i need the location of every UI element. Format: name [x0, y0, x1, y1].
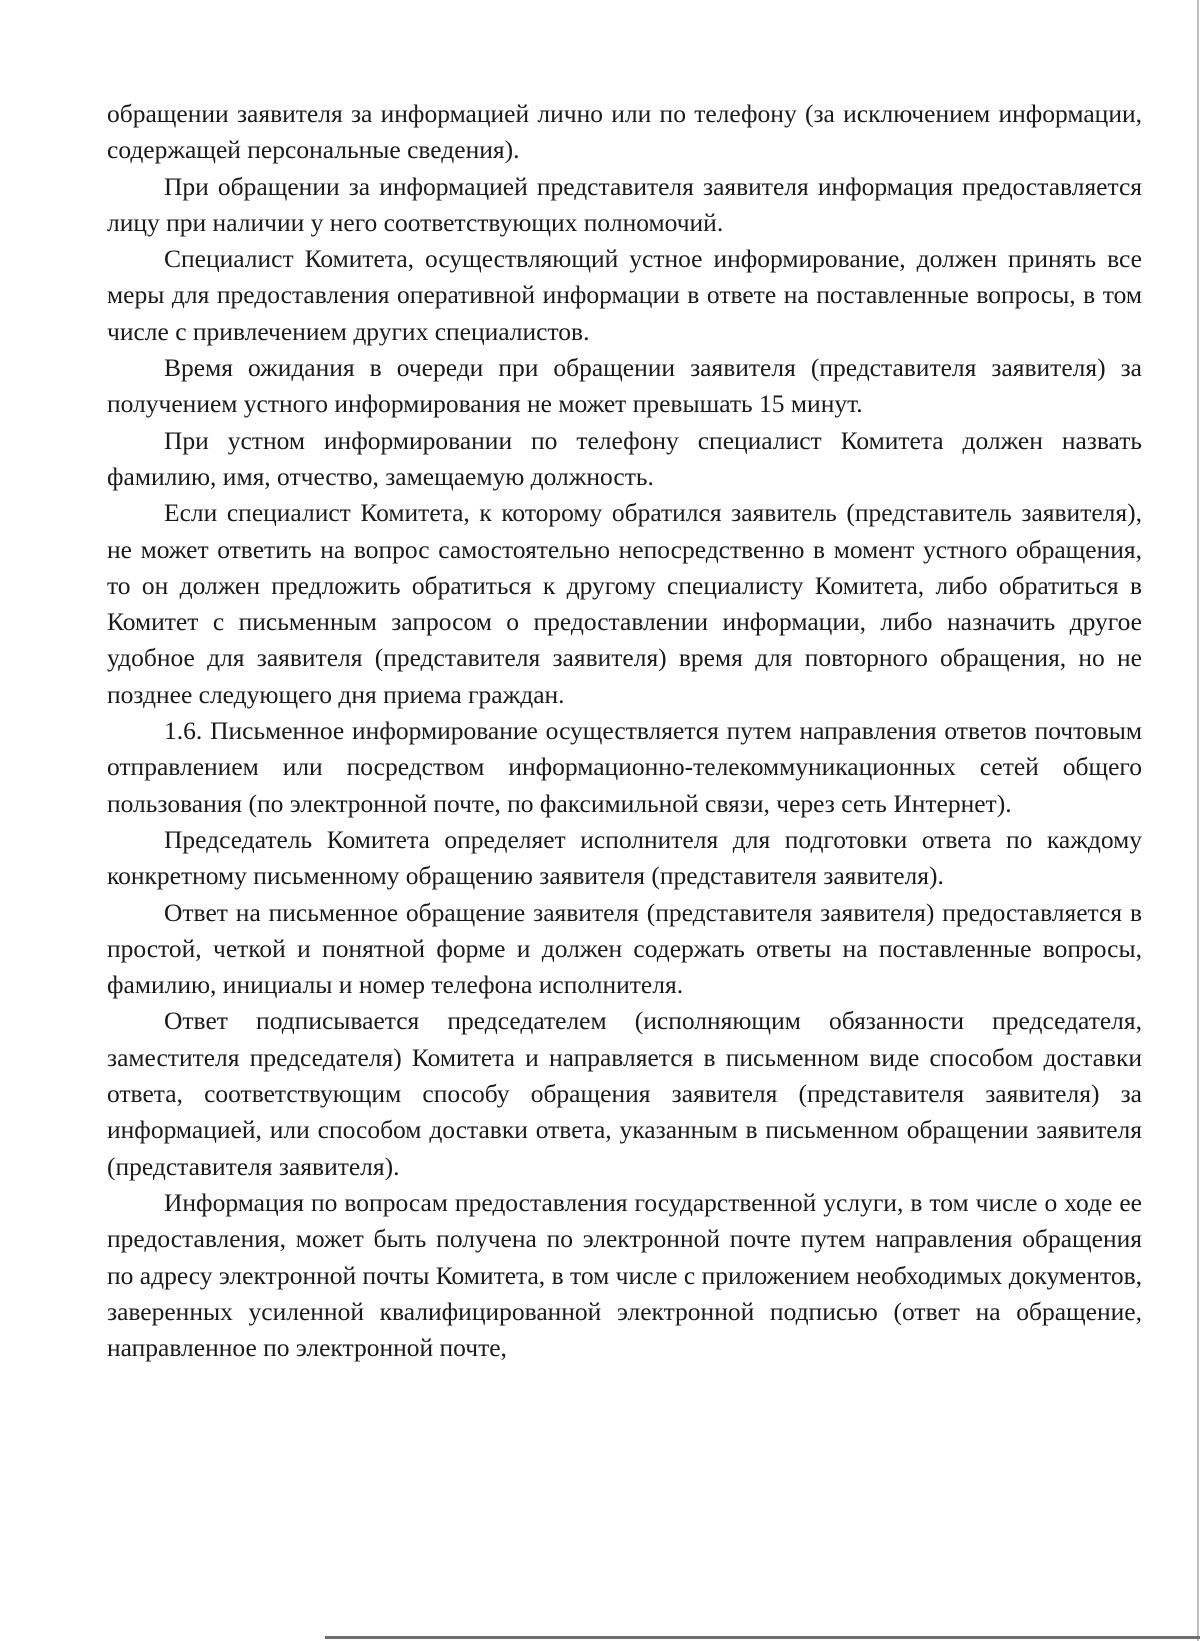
paragraph-email-info: Информация по вопросам предоставления государственной услуги, в том числе о ходе ее предоставления, может быть получена по электронной почте путем направления обращения по адресу электронной почты Комитета, в том числе с приложением необходимых документов, заверенных усиленной квалифицированной электронной подписью (ответ на обращение, направленное по электронной почте, — [107, 1187, 1142, 1363]
document-body — [107, 96, 1142, 1366]
paragraph-specialist-cannot-answer: Если специалист Комитета, к которому обратился заявитель (представитель заявителя), не может ответить на вопрос самостоятельно непосредственно в момент устного обращения, то он должен предложить обратиться к другому специалисту Комитета, либо обратиться в Комитет с письменным запросом о предоставлении информации, либо назначить другое удобное для заявителя (представителя заявителя) время для повторного обращения, но не позднее следующего дня приема граждан. — [107, 498, 1142, 709]
paragraph-continuation: обращении заявителя за информацией лично или по телефону (за исключением информации, содержащей персональные сведения). — [107, 99, 1142, 165]
paragraph-phone-info: При устном информировании по телефону специалист Комитета должен назвать фамилию, имя, отчество, замещаемую должность. — [107, 425, 1142, 491]
paragraph-written-answer-form: Ответ на письменное обращение заявителя (представителя заявителя) предоставляется в простой, четкой и понятной форме и должен содержать ответы на поставленные вопросы, фамилию, инициалы и номер телефона исполнителя. — [107, 897, 1142, 1000]
paragraph-representative-info: При обращении за информацией представителя заявителя информация предоставляется лицу при наличии у него соответствующих полномочий. — [107, 171, 1142, 237]
scan-right-edge — [1197, 0, 1199, 1641]
paragraph-chairman-assigns: Председатель Комитета определяет исполнителя для подготовки ответа по каждому конкретному письменному обращению заявителя (представителя заявителя). — [107, 824, 1142, 891]
paragraph-written-info-1-6: 1.6. Письменное информирование осуществляется путем направления ответов почтовым отправлением или посредством информационно-телекоммуникационных сетей общего пользования (по электронной почте, по факсимильной связи, через сеть Интернет). — [107, 716, 1142, 818]
paragraph-specialist-oral-info: Специалист Комитета, осуществляющий устное информирование, должен принять все меры для предоставления оперативной информации в ответе на поставленные вопросы, в том числе с привлечением других специалистов. — [107, 244, 1142, 346]
paragraph-answer-signed: Ответ подписывается председателем (исполняющим обязанности председателя, заместителя председателя) Комитета и направляется в письменном виде способом доставки ответа, соответствующим способу обращения заявителя (представителя заявителя) за информацией, или способом доставки ответа, указанным в письменном обращении заявителя (представителя заявителя). — [107, 1006, 1142, 1181]
scan-bottom-edge — [325, 1636, 1200, 1639]
paragraph-queue-wait-time: Время ожидания в очереди при обращении заявителя (представителя заявителя) за получением устного информирования не может превышать 15 минут. — [107, 353, 1142, 419]
